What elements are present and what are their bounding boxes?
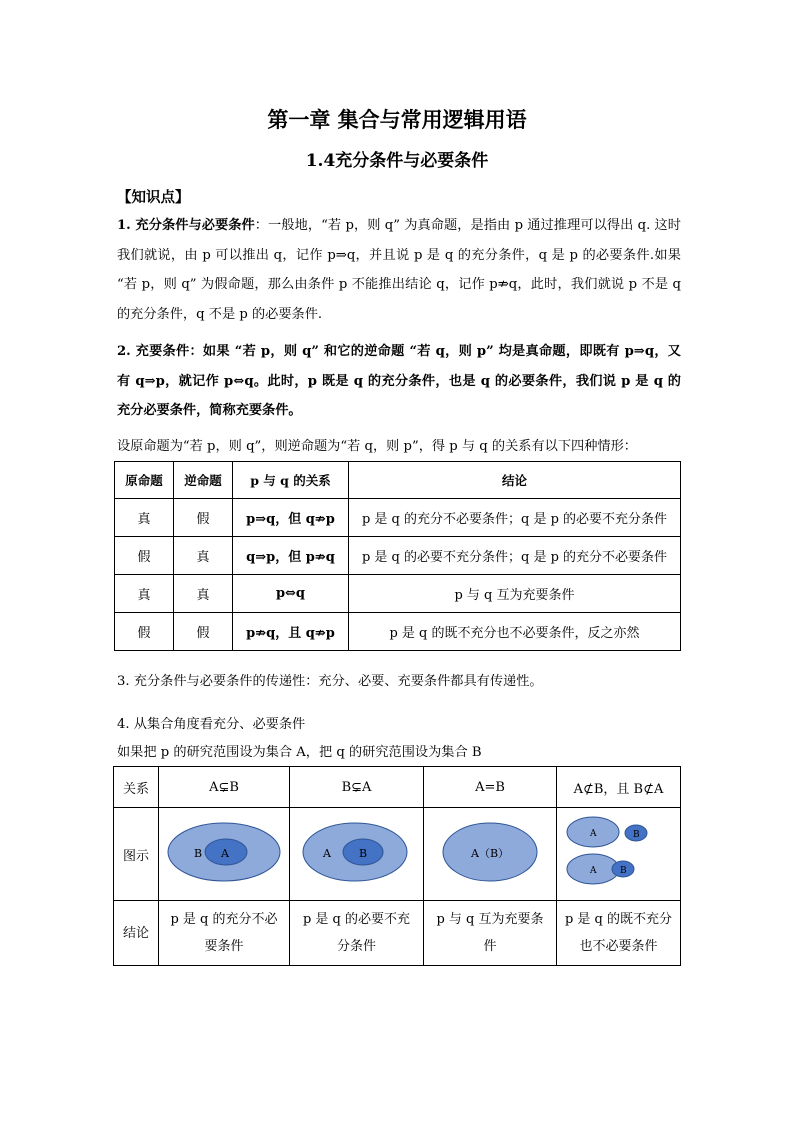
paragraph-head: 2. 充要条件 bbox=[117, 344, 190, 359]
label-b-top: B bbox=[632, 830, 640, 840]
label-b-bottom: B bbox=[619, 866, 627, 876]
label-inner: B bbox=[358, 847, 367, 860]
header-converse: 逆命题 bbox=[174, 462, 233, 499]
cell: A=B bbox=[424, 767, 557, 808]
paragraph-head: 1. 充分条件与必要条件 bbox=[117, 218, 255, 233]
conclusion-text: p 是 q 的必要不充分条件 bbox=[302, 912, 411, 954]
relation-table bbox=[114, 461, 681, 651]
cell: 假 bbox=[115, 613, 174, 651]
paragraph-sufficient-necessary bbox=[117, 211, 681, 329]
label-outer: A bbox=[322, 847, 331, 860]
label-inner: A bbox=[221, 847, 229, 860]
conclusion-text: p 与 q 互为充要条件 bbox=[436, 912, 544, 954]
venn-diagram-equal bbox=[430, 812, 550, 892]
table-row-relation bbox=[114, 767, 681, 808]
header-relation: p 与 q 的关系 bbox=[233, 462, 349, 499]
diagram-cell bbox=[159, 808, 290, 901]
cell: p⇏q，且 q⇏p bbox=[233, 613, 349, 651]
cell: 真 bbox=[174, 575, 233, 613]
table-row bbox=[115, 613, 681, 651]
section-title: 1.4充分条件与必要条件 bbox=[305, 151, 489, 171]
cell: p⇔q bbox=[233, 575, 349, 613]
cell: p⇒q，但 q⇏p bbox=[233, 499, 349, 537]
diagram-cell bbox=[424, 808, 557, 901]
table-row bbox=[115, 575, 681, 613]
cell: p 是 q 的必要不充分条件；q 是 p 的充分不必要条件 bbox=[349, 537, 681, 575]
diagram-cell bbox=[557, 808, 681, 901]
label-a-top: A bbox=[589, 829, 596, 839]
header-original: 原命题 bbox=[115, 462, 174, 499]
row-label: 关系 bbox=[114, 767, 159, 808]
venn-diagram-neither bbox=[559, 812, 679, 892]
paragraph-body: ：如果 “若 p，则 q” 和它的逆命题 “若 q，则 p” 均是真命题，即既有 p⇒q，又有 q⇒p，就记作 p⇔q。此时，p 既是 q 的充分条件，也是 q 的必要条件，我们说 p 是 q 的充分必要条件，简称充要条件。 bbox=[117, 344, 681, 418]
header-conclusion: 结论 bbox=[349, 462, 681, 499]
cell: 假 bbox=[115, 537, 174, 575]
cell bbox=[424, 901, 557, 966]
cell: 真 bbox=[115, 499, 174, 537]
paragraph-set-view: 4. 从集合角度看充分、必要条件 bbox=[117, 717, 306, 732]
label-outer: B bbox=[194, 847, 203, 860]
cell bbox=[290, 901, 424, 966]
row-label: 图示 bbox=[114, 808, 159, 901]
cell: 真 bbox=[115, 575, 174, 613]
cell bbox=[557, 901, 681, 966]
table-row-conclusion bbox=[114, 901, 681, 966]
paragraph-four-cases: 设原命题为“若 p，则 q”，则逆命题为“若 q，则 p”，得 p 与 q 的关系有以下四种情形： bbox=[117, 439, 637, 454]
cell: B⊊A bbox=[290, 767, 424, 808]
paragraph-set-definition: 如果把 p 的研究范围设为集合 A，把 q 的研究范围设为集合 B bbox=[117, 745, 482, 760]
cell: 真 bbox=[174, 537, 233, 575]
table-row-diagram bbox=[114, 808, 681, 901]
conclusion-text: p 是 q 的既不充分也不必要条件 bbox=[564, 912, 673, 954]
cell: p 与 q 互为充要条件 bbox=[349, 575, 681, 613]
set-relation-table bbox=[113, 766, 681, 966]
paragraph-body: ：一般地，“若 p，则 q” 为真命题，是指由 p 通过推理可以得出 q. 这时我们就说，由 p 可以推出 q，记作 p⇒q，并且说 p 是 q 的充分条件，q 是 p 的必要条件.如果 “若 p，则 q” 为假命题，那么由条件 p 不能推出结论 q，记作 p⇏q，此时，我们就说 p 不是 q 的充分条件，q 不是 p 的必要条件. bbox=[117, 218, 681, 322]
venn-diagram-b-subset-a bbox=[297, 812, 417, 892]
venn-diagram-a-subset-b bbox=[164, 812, 284, 892]
cell: p 是 q 的充分不必要条件；q 是 p 的必要不充分条件 bbox=[349, 499, 681, 537]
cell: A⊊B bbox=[159, 767, 290, 808]
label-equal: A（B） bbox=[471, 847, 510, 860]
label-a-bottom: A bbox=[589, 866, 596, 876]
table-header-row bbox=[115, 462, 681, 499]
table-row bbox=[115, 499, 681, 537]
cell bbox=[159, 901, 290, 966]
cell: p 是 q 的既不充分也不必要条件，反之亦然 bbox=[349, 613, 681, 651]
cell: A⊄B，且 B⊄A bbox=[557, 767, 681, 808]
table-row bbox=[115, 537, 681, 575]
cell: 假 bbox=[174, 613, 233, 651]
row-label: 结论 bbox=[114, 901, 159, 966]
chapter-title: 第一章 集合与常用逻辑用语 bbox=[267, 107, 527, 132]
conclusion-text: p 是 q 的充分不必要条件 bbox=[170, 912, 278, 954]
knowledge-heading: 【知识点】 bbox=[117, 189, 190, 206]
cell: 假 bbox=[174, 499, 233, 537]
cell: q⇒p，但 p⇏q bbox=[233, 537, 349, 575]
diagram-cell bbox=[290, 808, 424, 901]
paragraph-necessary-sufficient bbox=[117, 337, 681, 426]
paragraph-transitivity: 3. 充分条件与必要条件的传递性：充分、必要、充要条件都具有传递性。 bbox=[117, 674, 543, 689]
